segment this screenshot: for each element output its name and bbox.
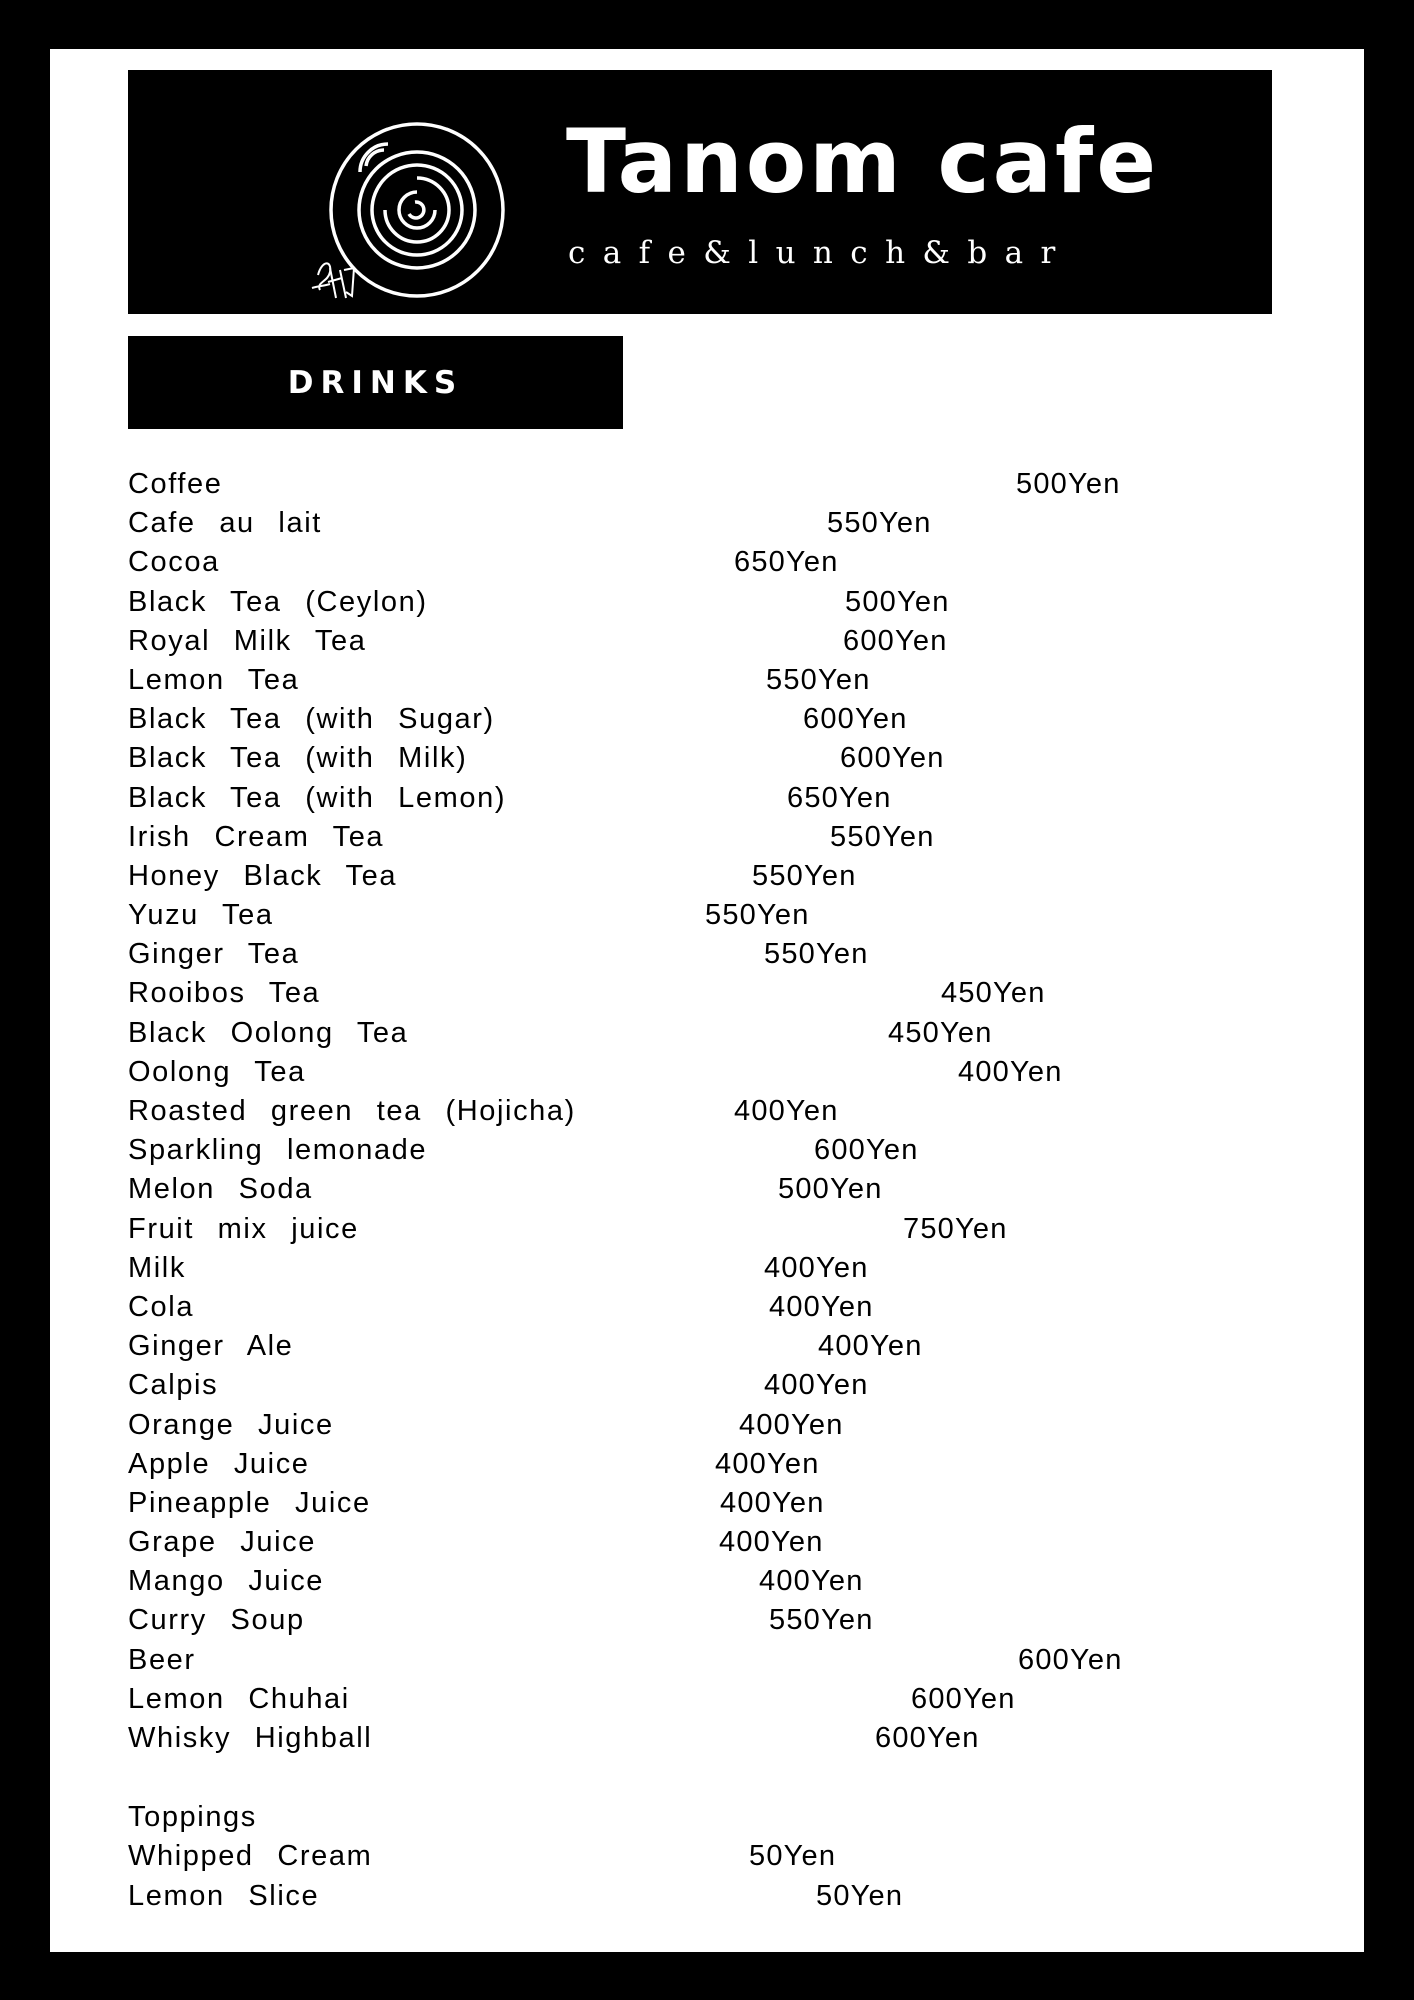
item-price: 400Yen xyxy=(769,1290,874,1323)
menu-item xyxy=(128,1406,1228,1445)
item-price: 500Yen xyxy=(1016,468,1121,500)
item-name: Cocoa xyxy=(128,546,220,579)
item-name: Black Tea (with Sugar) xyxy=(128,703,495,736)
item-name: Lemon Tea xyxy=(128,663,300,696)
item-name: Coffee xyxy=(128,468,223,500)
item-name: Irish Cream Tea xyxy=(128,820,385,853)
item-price: 550Yen xyxy=(705,899,810,932)
item-price: 550Yen xyxy=(752,859,857,892)
item-name: Mango Juice xyxy=(128,1565,325,1598)
menu-item xyxy=(128,1366,1228,1405)
item-name: Grape Juice xyxy=(128,1526,316,1559)
item-price: 400Yen xyxy=(734,1095,839,1127)
item-price: 500Yen xyxy=(845,585,950,618)
menu-item xyxy=(128,1327,1228,1366)
menu-item xyxy=(128,1877,1228,1916)
menu-item xyxy=(128,857,1228,896)
item-price: 600Yen xyxy=(875,1722,980,1754)
item-price: 400Yen xyxy=(739,1408,844,1441)
menu-item xyxy=(128,1719,1228,1758)
menu-item xyxy=(128,1014,1228,1053)
menu-item xyxy=(128,818,1228,857)
spacer xyxy=(128,1758,1228,1798)
menu-item xyxy=(128,1562,1228,1601)
item-price: 550Yen xyxy=(766,663,871,696)
item-price: 50Yen xyxy=(816,1879,904,1912)
item-name: Milk xyxy=(128,1251,186,1284)
menu-item xyxy=(128,1053,1228,1092)
item-name: Beer xyxy=(128,1643,196,1676)
drinks-list xyxy=(128,465,1228,1916)
item-name: Black Tea (Ceylon) xyxy=(128,585,428,618)
item-price: 400Yen xyxy=(719,1526,824,1559)
item-price: 600Yen xyxy=(814,1134,919,1167)
menu-item xyxy=(128,935,1228,974)
item-name: Rooibos Tea xyxy=(128,977,321,1010)
item-price: 650Yen xyxy=(734,546,839,579)
menu-item xyxy=(128,1131,1228,1170)
item-name: Cafe au lait xyxy=(128,507,322,540)
item-name: Black Oolong Tea xyxy=(128,1016,409,1049)
item-name: Fruit mix juice xyxy=(128,1212,359,1245)
item-price: 400Yen xyxy=(759,1565,864,1598)
item-name: Melon Soda xyxy=(128,1173,313,1206)
menu-item xyxy=(128,465,1228,504)
menu-item xyxy=(128,1523,1228,1562)
item-price: 400Yen xyxy=(720,1486,825,1519)
section-header xyxy=(128,336,623,429)
menu-item xyxy=(128,1092,1228,1131)
item-price: 450Yen xyxy=(941,977,1046,1010)
item-name: Lemon Chuhai xyxy=(128,1682,350,1715)
menu-item xyxy=(128,1249,1228,1288)
menu-item xyxy=(128,1288,1228,1327)
item-price: 450Yen xyxy=(888,1016,993,1049)
menu-item xyxy=(128,700,1228,739)
item-price: 400Yen xyxy=(715,1447,820,1480)
menu-item xyxy=(128,1445,1228,1484)
item-name: Black Tea (with Lemon) xyxy=(128,781,507,814)
toppings-heading-row xyxy=(128,1798,1228,1837)
item-price: 750Yen xyxy=(903,1212,1008,1245)
item-name: Curry Soup xyxy=(128,1604,305,1637)
item-price: 600Yen xyxy=(911,1682,1016,1715)
menu-item xyxy=(128,1680,1228,1719)
toppings-heading: Toppings xyxy=(128,1801,257,1834)
item-price: 600Yen xyxy=(840,742,945,775)
item-name: Pineapple Juice xyxy=(128,1486,371,1519)
menu-sheet xyxy=(50,49,1364,1952)
brand-tagline: cafe&lunch&bar xyxy=(568,235,1073,271)
menu-item xyxy=(128,583,1228,622)
item-price: 550Yen xyxy=(827,507,932,540)
menu-item xyxy=(128,661,1228,700)
menu-item xyxy=(128,779,1228,818)
item-price: 650Yen xyxy=(787,781,892,814)
item-name: Roasted green tea (Hojicha) xyxy=(128,1095,576,1127)
item-price: 400Yen xyxy=(958,1055,1063,1088)
item-name: Honey Black Tea xyxy=(128,859,398,892)
item-name: Apple Juice xyxy=(128,1447,310,1480)
menu-item xyxy=(128,739,1228,778)
item-name: Black Tea (with Milk) xyxy=(128,742,468,775)
item-price: 600Yen xyxy=(843,624,948,657)
menu-item xyxy=(128,896,1228,935)
item-name: Calpis xyxy=(128,1369,219,1402)
item-price: 550Yen xyxy=(769,1604,874,1637)
item-name: Whipped Cream xyxy=(128,1840,373,1873)
item-price: 400Yen xyxy=(764,1251,869,1284)
item-name: Lemon Slice xyxy=(128,1879,320,1912)
item-name: Orange Juice xyxy=(128,1408,334,1441)
menu-item xyxy=(128,1484,1228,1523)
menu-item xyxy=(128,622,1228,661)
item-name: Royal Milk Tea xyxy=(128,624,367,657)
menu-item xyxy=(128,1837,1228,1876)
item-price: 600Yen xyxy=(1018,1643,1123,1676)
item-price: 600Yen xyxy=(803,703,908,736)
item-price: 500Yen xyxy=(778,1173,883,1206)
section-title: DRINKS xyxy=(287,364,464,401)
item-name: Yuzu Tea xyxy=(128,899,274,932)
menu-item xyxy=(128,504,1228,543)
menu-item xyxy=(128,1170,1228,1209)
item-price: 50Yen xyxy=(749,1840,837,1873)
item-name: Ginger Tea xyxy=(128,938,300,971)
item-price: 550Yen xyxy=(764,938,869,971)
item-name: Whisky Highball xyxy=(128,1722,373,1754)
item-name: Oolong Tea xyxy=(128,1055,306,1088)
item-name: Ginger Ale xyxy=(128,1330,294,1363)
item-name: Sparkling lemonade xyxy=(128,1134,428,1167)
menu-item xyxy=(128,1641,1228,1680)
menu-item xyxy=(128,543,1228,582)
menu-item xyxy=(128,974,1228,1013)
item-price: 400Yen xyxy=(764,1369,869,1402)
item-price: 400Yen xyxy=(818,1330,923,1363)
header-banner xyxy=(128,70,1272,314)
brand-name: Tanom cafe xyxy=(566,110,1160,213)
item-price: 550Yen xyxy=(830,820,935,853)
menu-item xyxy=(128,1210,1228,1249)
coffee-cup-icon xyxy=(302,110,532,310)
menu-item xyxy=(128,1601,1228,1640)
item-name: Cola xyxy=(128,1290,195,1323)
